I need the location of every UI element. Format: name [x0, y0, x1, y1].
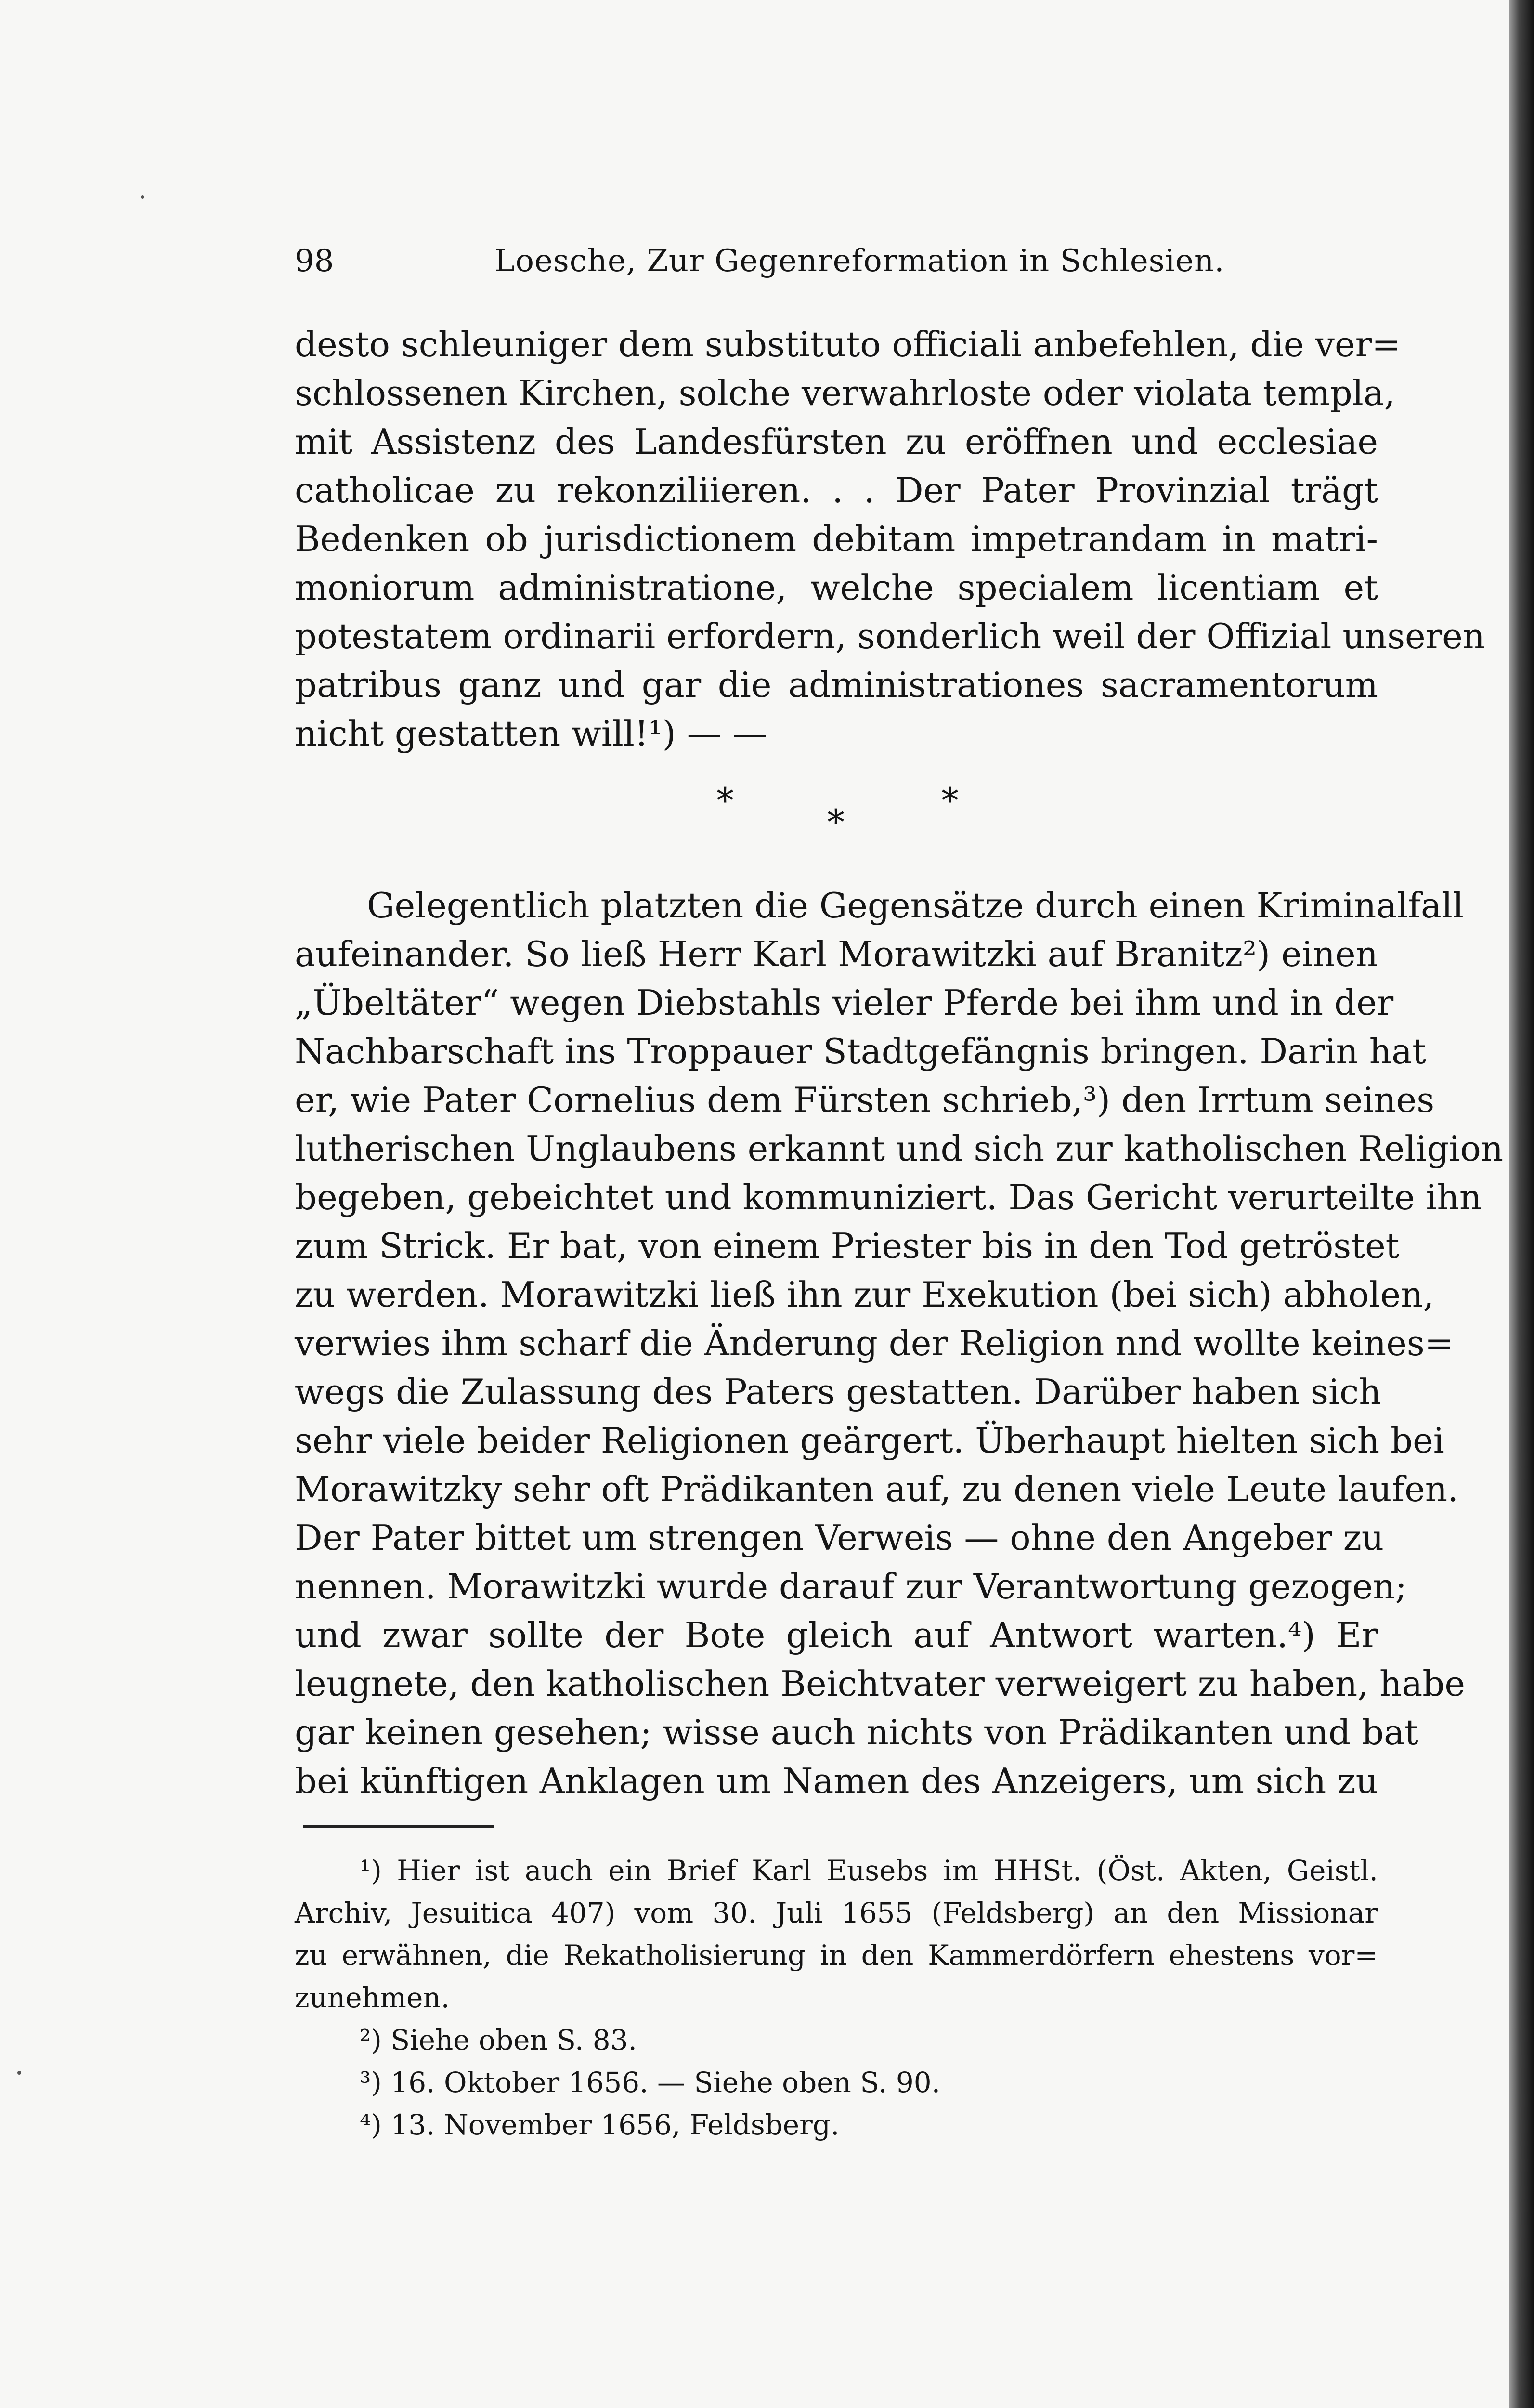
footnote-4: ⁴) 13. November 1656, Feldsberg.	[360, 2108, 840, 2141]
text-line: begeben, gebeichtet und kommuniziert. Das Gericht verurteilte ihn	[295, 1177, 1482, 1217]
text-line: „Übeltäter“ wegen Diebstahls vieler Pferde bei ihm und in der	[295, 982, 1394, 1023]
text-line: Bedenken ob jurisdictionem debitam impetrandam in matri-	[295, 519, 1378, 559]
text-line: potestatem ordinarii erfordern, sonderlich weil der Offizial unseren	[295, 616, 1485, 656]
text-line: Gelegentlich platzten die Gegensätze durch einen Kriminalfall	[367, 885, 1464, 926]
page-number: 98	[295, 243, 334, 279]
text-line: wegs die Zulassung des Paters gestatten. Darüber haben sich	[295, 1372, 1381, 1412]
asterisk: *	[827, 802, 845, 842]
text-line: zum Strick. Er bat, von einem Priester bis in den Tod getröstet	[295, 1226, 1400, 1266]
footnote-1-line: zunehmen.	[295, 1981, 450, 2014]
text-line: zu werden. Morawitzki ließ ihn zur Exekution (bei sich) abholen,	[295, 1274, 1434, 1315]
footnote-1-line: zu erwähnen, die Rekatholisierung in den Kammerdörfern ehestens vor=	[295, 1939, 1378, 1972]
scan-right-edge	[1509, 0, 1534, 2408]
footnote-separator	[303, 1825, 494, 1828]
footnote-2: ²) Siehe oben S. 83.	[360, 2024, 637, 2056]
text-line: nicht gestatten will!¹) — —	[295, 713, 767, 754]
text-line: aufeinander. So ließ Herr Karl Morawitzki auf Branitz²) einen	[295, 934, 1378, 974]
footnote-1-line: ¹) Hier ist auch ein Brief Karl Eusebs im HHSt. (Öst. Akten, Geistl.	[360, 1854, 1378, 1887]
text-line: lutherischen Unglaubens erkannt und sich zur katholischen Religion	[295, 1128, 1504, 1169]
text-line: Nachbarschaft ins Troppauer Stadtgefängnis bringen. Darin hat	[295, 1031, 1427, 1072]
text-line: gar keinen gesehen; wisse auch nichts von Prädikanten und bat	[295, 1712, 1418, 1753]
text-line: bei künftigen Anklagen um Namen des Anzeigers, um sich zu	[295, 1761, 1378, 1801]
text-line: verwies ihm scharf die Änderung der Religion nnd wollte keines=	[295, 1323, 1454, 1363]
asterisk: *	[941, 780, 959, 821]
text-line: leugnete, den katholischen Beichtvater verweigert zu haben, habe	[295, 1663, 1465, 1704]
asterisk: *	[716, 780, 734, 821]
text-line: Morawitzky sehr oft Prädikanten auf, zu denen viele Leute laufen.	[295, 1469, 1458, 1509]
section-break-asterism	[0, 775, 1509, 848]
text-line: und zwar sollte der Bote gleich auf Antwort warten.⁴) Er	[295, 1615, 1378, 1655]
running-header	[295, 243, 1378, 287]
paragraph-1	[295, 320, 1485, 758]
footnote-1-line: Archiv, Jesuitica 407) vom 30. Juli 1655 (Feldsberg) an den Missionar	[295, 1897, 1378, 1929]
text-line: mit Assistenz des Landesfürsten zu eröffnen und ecclesiae	[295, 421, 1378, 462]
text-line: moniorum administratione, welche specialem licentiam et	[295, 567, 1378, 608]
footnotes	[295, 1849, 1378, 2146]
text-line: er, wie Pater Cornelius dem Fürsten schrieb,³) den Irrtum seines	[295, 1080, 1435, 1120]
paper-speck	[17, 2071, 21, 2075]
paragraph-2	[295, 881, 1504, 1806]
text-line: patribus ganz und gar die administrationes sacramentorum	[295, 665, 1378, 705]
text-line: sehr viele beider Religionen geärgert. Überhaupt hielten sich bei	[295, 1420, 1444, 1461]
running-title: Loesche, Zur Gegenreformation in Schlesien.	[494, 243, 1225, 279]
text-line: schlossenen Kirchen, solche verwahrloste oder violata templa,	[295, 373, 1395, 413]
text-line: Der Pater bittet um strengen Verweis — ohne den Angeber zu	[295, 1518, 1384, 1558]
text-line: desto schleuniger dem substituto officiali anbefehlen, die ver=	[295, 324, 1401, 365]
footnote-3: ³) 16. Oktober 1656. — Siehe oben S. 90.	[360, 2066, 941, 2099]
paper-speck	[141, 195, 144, 199]
text-line: nennen. Morawitzki wurde darauf zur Verantwortung gezogen;	[295, 1566, 1407, 1607]
text-line: catholicae zu rekonziliieren. . . Der Pater Provinzial trägt	[295, 470, 1378, 510]
